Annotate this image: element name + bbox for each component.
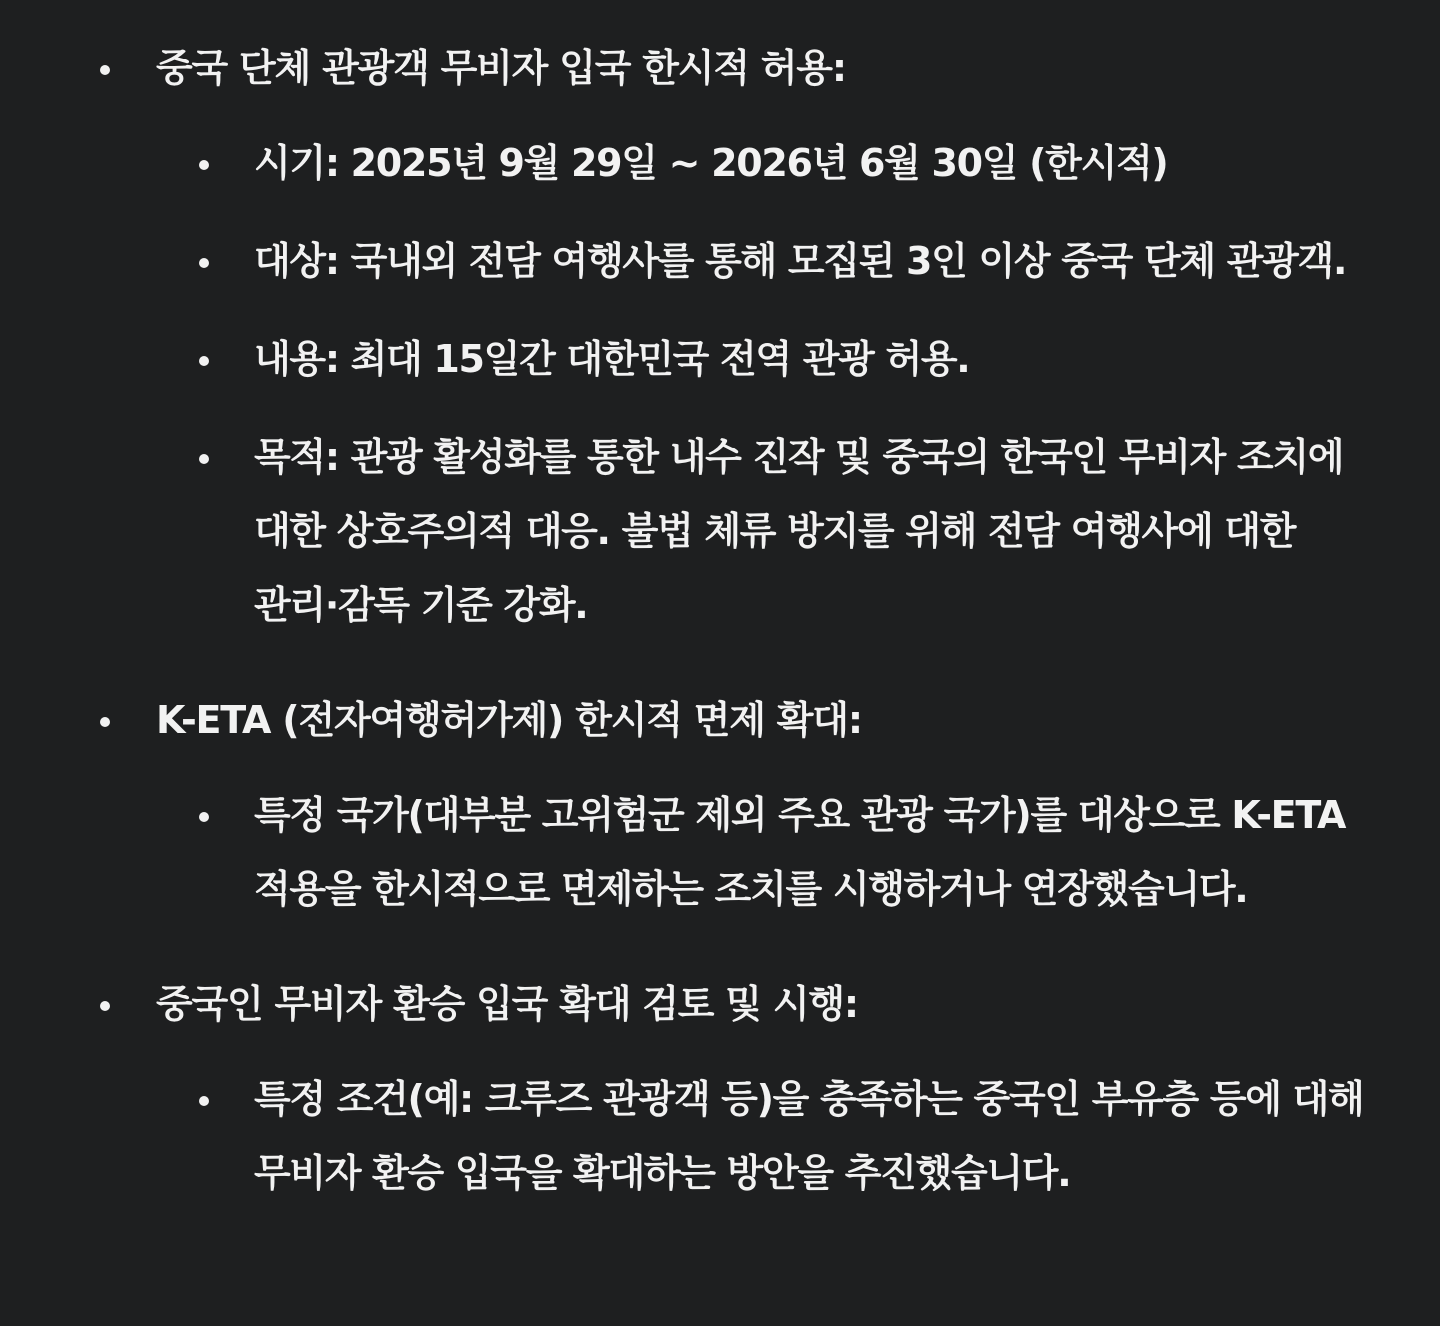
sub-list-item-text: 시기: 2025년 9월 29일 ~ 2026년 6월 30일 (한시적) (254, 141, 1168, 185)
list-item (0, 34, 1440, 642)
sub-list-item (156, 778, 1364, 926)
list-item (0, 686, 1440, 926)
list-item-heading: K-ETA (전자여행허가제) 한시적 면제 확대: (156, 698, 862, 742)
sub-list-item-text: 특정 조건(예: 크루즈 관광객 등)을 충족하는 중국인 부유층 등에 대해 무비자 환승 입국을 확대하는 방안을 추진했습니다. (254, 1077, 1364, 1195)
sub-list-item-text: 특정 국가(대부분 고위험군 제외 주요 관광 국가)를 대상으로 K-ETA 적용을 한시적으로 면제하는 조치를 시행하거나 연장했습니다. (254, 793, 1346, 911)
sub-list-item (156, 224, 1364, 298)
list-item (0, 970, 1440, 1210)
list-item-heading: 중국 단체 관광객 무비자 입국 한시적 허용: (156, 46, 846, 90)
list-item-heading: 중국인 무비자 환승 입국 확대 검토 및 시행: (156, 982, 858, 1026)
sub-bullet-list (156, 126, 1440, 642)
sub-list-item (156, 126, 1364, 200)
sub-bullet-list (156, 1062, 1440, 1210)
sub-list-item-text: 내용: 최대 15일간 대한민국 전역 관광 허용. (254, 337, 970, 381)
sub-list-item (156, 322, 1364, 396)
sub-list-item (156, 420, 1364, 642)
sub-list-item-text: 목적: 관광 활성화를 통한 내수 진작 및 중국의 한국인 무비자 조치에 대한 상호주의적 대응. 불법 체류 방지를 위해 전담 여행사에 대한 관리·감독 기준 강화. (254, 435, 1344, 627)
sub-bullet-list (156, 778, 1440, 926)
sub-list-item-text: 대상: 국내외 전담 여행사를 통해 모집된 3인 이상 중국 단체 관광객. (254, 239, 1347, 283)
sub-list-item (156, 1062, 1364, 1210)
bullet-list (0, 34, 1440, 1210)
